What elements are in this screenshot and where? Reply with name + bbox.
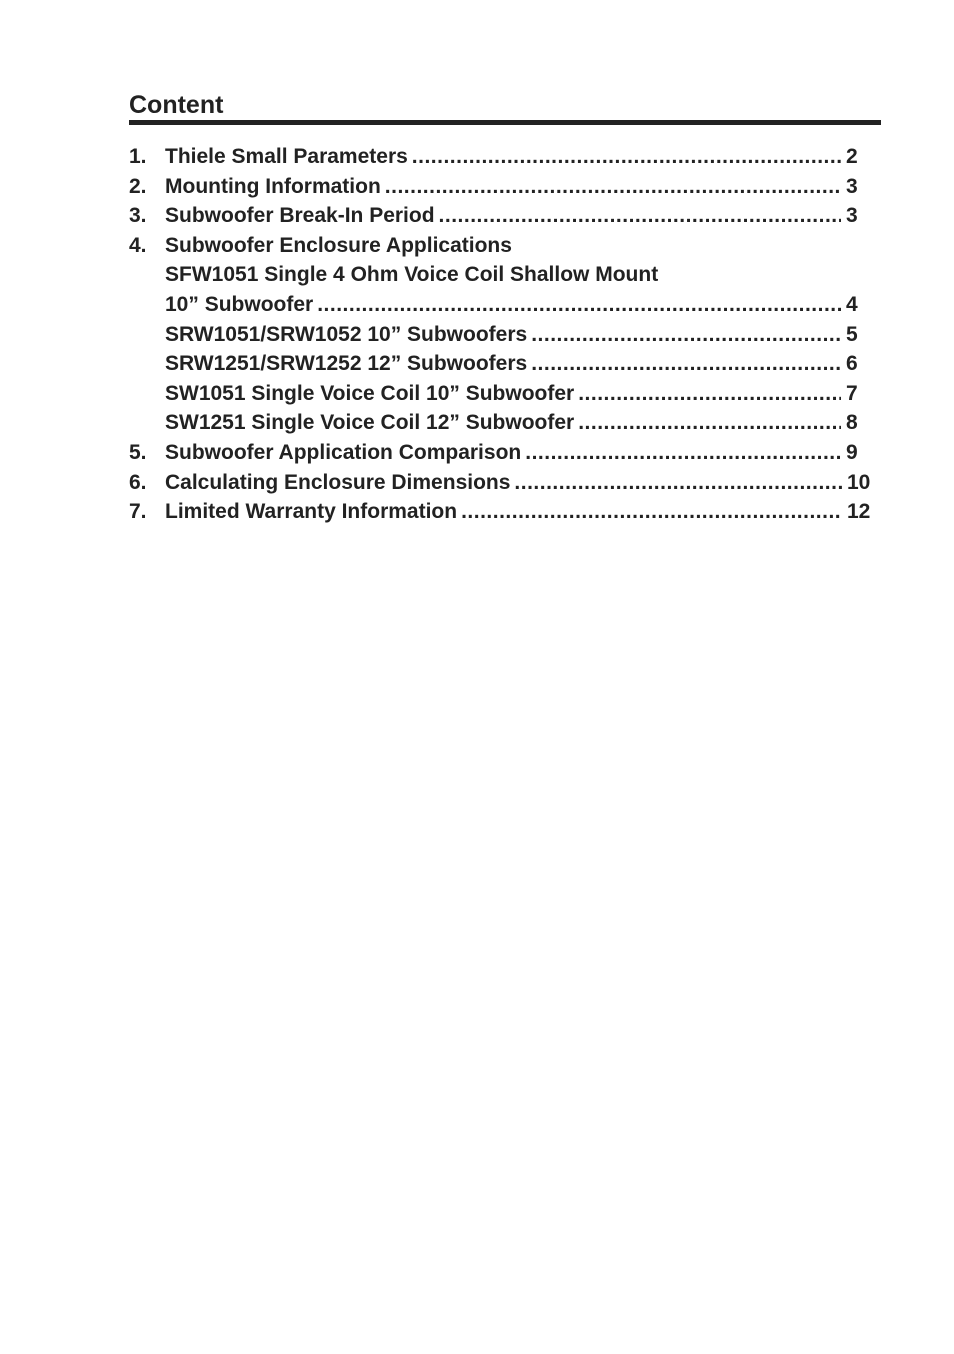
toc-entry-number: 6.: [129, 470, 147, 494]
toc-entry-label: Thiele Small Parameters: [165, 145, 408, 168]
toc-entry-number: 1.: [129, 145, 147, 168]
toc-entry-application-comparison[interactable]: [129, 438, 860, 468]
toc-entry-page: 9: [846, 440, 858, 464]
toc-leader-dots: [461, 497, 842, 527]
toc-entry-limited-warranty[interactable]: [129, 497, 874, 527]
toc-entry-page: 6: [846, 352, 858, 376]
toc-entry-label: Subwoofer Enclosure Applications: [165, 233, 512, 257]
toc-subentry-sw1251[interactable]: [129, 408, 860, 438]
toc-entry-number: 2.: [129, 174, 147, 198]
heading-underline: [129, 120, 881, 125]
toc-entry-label: 10” Subwoofer: [165, 292, 314, 316]
toc-subentry-srw1251-srw1252[interactable]: [129, 349, 860, 379]
toc-leader-dots: [412, 142, 841, 172]
toc-entry-page: 3: [846, 204, 858, 228]
toc-entry-label: Calculating Enclosure Dimensions: [165, 470, 511, 494]
toc-leader-dots: [578, 379, 841, 409]
toc-entry-label: SRW1051/SRW1052 10” Subwoofers: [165, 322, 528, 346]
toc-leader-dots: [385, 172, 841, 202]
toc-entry-page: 4: [846, 292, 858, 316]
toc-entry-enclosure-dimensions[interactable]: [129, 468, 874, 498]
toc-entry-label: SW1251 Single Voice Coil 12” Subwoofer: [165, 411, 575, 435]
toc-entry-mounting-information[interactable]: [129, 172, 860, 202]
toc-entry-thiele-small-parameters[interactable]: [129, 142, 860, 172]
toc-leader-dots: [531, 320, 841, 350]
toc-entry-page: 3: [846, 174, 858, 198]
page-title: Content: [129, 91, 224, 119]
toc-leader-dots: [525, 438, 841, 468]
toc-entry-break-in-period[interactable]: [129, 201, 860, 231]
toc-entry-page: 12: [847, 500, 871, 524]
toc-entry-page: 10: [847, 470, 871, 494]
toc-leader-dots: [578, 408, 841, 438]
toc-entry-number: 4.: [129, 233, 147, 257]
toc-entry-label: SFW1051 Single 4 Ohm Voice Coil Shallow Mount: [165, 263, 659, 287]
toc-entry-number: 5.: [129, 440, 147, 464]
toc-entry-number: 7.: [129, 500, 147, 524]
toc-entry-page: 5: [846, 322, 858, 346]
toc-leader-dots: [439, 201, 841, 231]
toc-subentry-srw1051-srw1052[interactable]: [129, 320, 860, 350]
content-heading-block: [129, 90, 881, 125]
toc-entry-label: Subwoofer Break-In Period: [165, 204, 435, 228]
table-of-contents: [129, 142, 874, 527]
toc-entry-label: Mounting Information: [165, 174, 381, 198]
toc-subentry-sfw1051-line-1[interactable]: [129, 260, 860, 290]
toc-entry-page: 7: [846, 381, 858, 405]
toc-subentry-sw1051[interactable]: [129, 379, 860, 409]
toc-leader-dots: [514, 468, 842, 498]
toc-subentry-sfw1051-line-2[interactable]: [129, 290, 860, 320]
toc-leader-dots: [317, 290, 841, 320]
toc-entry-page: 8: [846, 411, 858, 435]
toc-entry-page: 2: [846, 145, 858, 168]
toc-leader-dots: [531, 349, 841, 379]
toc-entry-label: SRW1251/SRW1252 12” Subwoofers: [165, 352, 528, 376]
toc-entry-label: Limited Warranty Information: [165, 500, 458, 524]
toc-entry-enclosure-applications[interactable]: [129, 231, 860, 261]
toc-entry-number: 3.: [129, 204, 147, 228]
toc-entry-label: SW1051 Single Voice Coil 10” Subwoofer: [165, 381, 575, 405]
toc-entry-label: Subwoofer Application Comparison: [165, 440, 522, 464]
